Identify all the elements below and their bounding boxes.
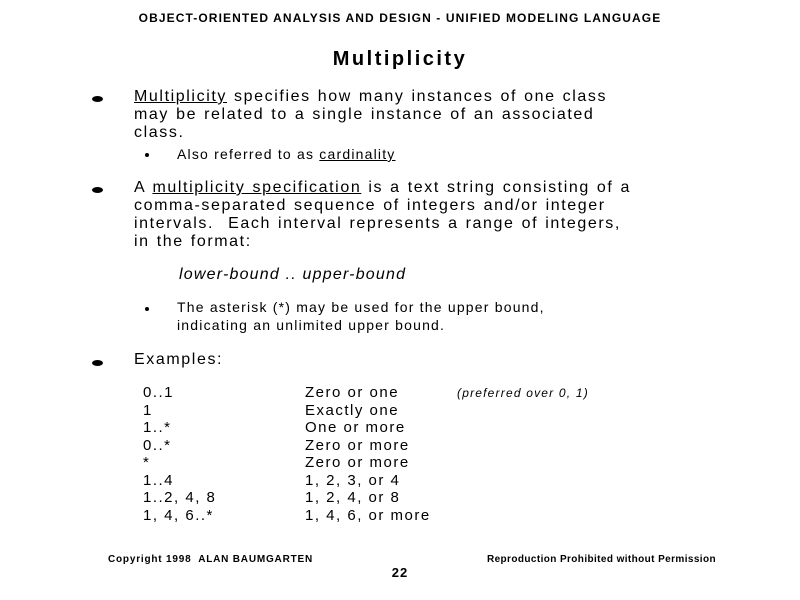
bullet1-sub-text: [177, 145, 396, 163]
example-meaning: Exactly one: [305, 401, 400, 419]
example-code: 0..1: [143, 384, 175, 401]
example-meaning: 1, 4, 6, or more: [305, 506, 431, 524]
bullet-icon: [92, 360, 103, 366]
sub-bullet-icon: [145, 153, 149, 157]
table-row: [143, 472, 589, 490]
footer-copyright: Copyright 1998 ALAN BAUMGARTEN: [108, 554, 313, 565]
table-row: [143, 507, 589, 525]
bullet1-line2: may be related to a single instance of an associated: [134, 106, 595, 123]
table-row: [143, 402, 589, 420]
sub-bullet-icon: [145, 307, 149, 311]
example-code: 1: [143, 401, 153, 419]
table-row: [143, 419, 589, 437]
table-row: [143, 489, 589, 507]
slide-header: OBJECT-ORIENTED ANALYSIS AND DESIGN - UNIFIED MODELING LANGUAGE: [138, 11, 662, 25]
example-meaning: 1, 2, 3, or 4: [305, 471, 401, 489]
example-meaning: Zero or more: [305, 454, 410, 471]
format-expression: lower-bound .. upper-bound: [179, 266, 407, 283]
bullet1-text: [134, 88, 607, 142]
term-cardinality: cardinality: [319, 146, 396, 162]
example-meaning: One or more: [305, 419, 406, 436]
bullet2-line3: intervals. Each interval represents a range of integers,: [134, 215, 621, 232]
bullet1-line3: class.: [134, 124, 185, 141]
bullet2-sub-text: [177, 298, 545, 334]
example-meaning: Zero or one: [305, 384, 400, 401]
bullet2-sub-line1: The asterisk (*) may be used for the upper bound,: [177, 299, 545, 315]
table-row: [143, 454, 589, 472]
bullet2-line1: A multiplicity specification is a text string consisting of a: [134, 179, 632, 196]
table-row: [143, 437, 589, 455]
bullet2-sub-line2: indicating an unlimited upper bound.: [177, 317, 446, 333]
example-code: 1, 4, 6..*: [143, 506, 214, 524]
bullet-icon: [92, 96, 103, 102]
bullet2-text: [134, 179, 631, 251]
bullet1-line1: Multiplicity specifies how many instances of one class: [134, 88, 608, 105]
example-note: (preferred over 0, 1): [457, 386, 589, 400]
example-meaning: Zero or more: [305, 436, 410, 454]
table-row: [143, 384, 589, 402]
example-code: *: [143, 454, 151, 471]
example-code: 1..4: [143, 471, 175, 489]
page-title: Multiplicity: [332, 48, 468, 70]
term-multiplicity: Multiplicity: [134, 88, 227, 105]
page-number: 22: [391, 565, 409, 580]
term-multiplicity-specification: multiplicity specification: [152, 179, 362, 196]
bullet-icon: [92, 187, 103, 193]
example-code: 0..*: [143, 436, 172, 454]
bullet3-text: [134, 351, 223, 369]
bullet1-sub-line: Also referred to as cardinality: [177, 146, 396, 162]
example-code: 1..*: [143, 419, 172, 436]
example-code: 1..2, 4, 8: [143, 489, 217, 506]
bullet2-line2: comma-separated sequence of integers and/or integer: [134, 197, 606, 214]
bullet2-line4: in the format:: [134, 233, 252, 250]
footer-rights: Reproduction Prohibited without Permission: [486, 554, 716, 565]
example-meaning: 1, 2, 4, or 8: [305, 489, 401, 506]
examples-label: Examples:: [134, 351, 224, 368]
examples-table: [143, 384, 589, 524]
